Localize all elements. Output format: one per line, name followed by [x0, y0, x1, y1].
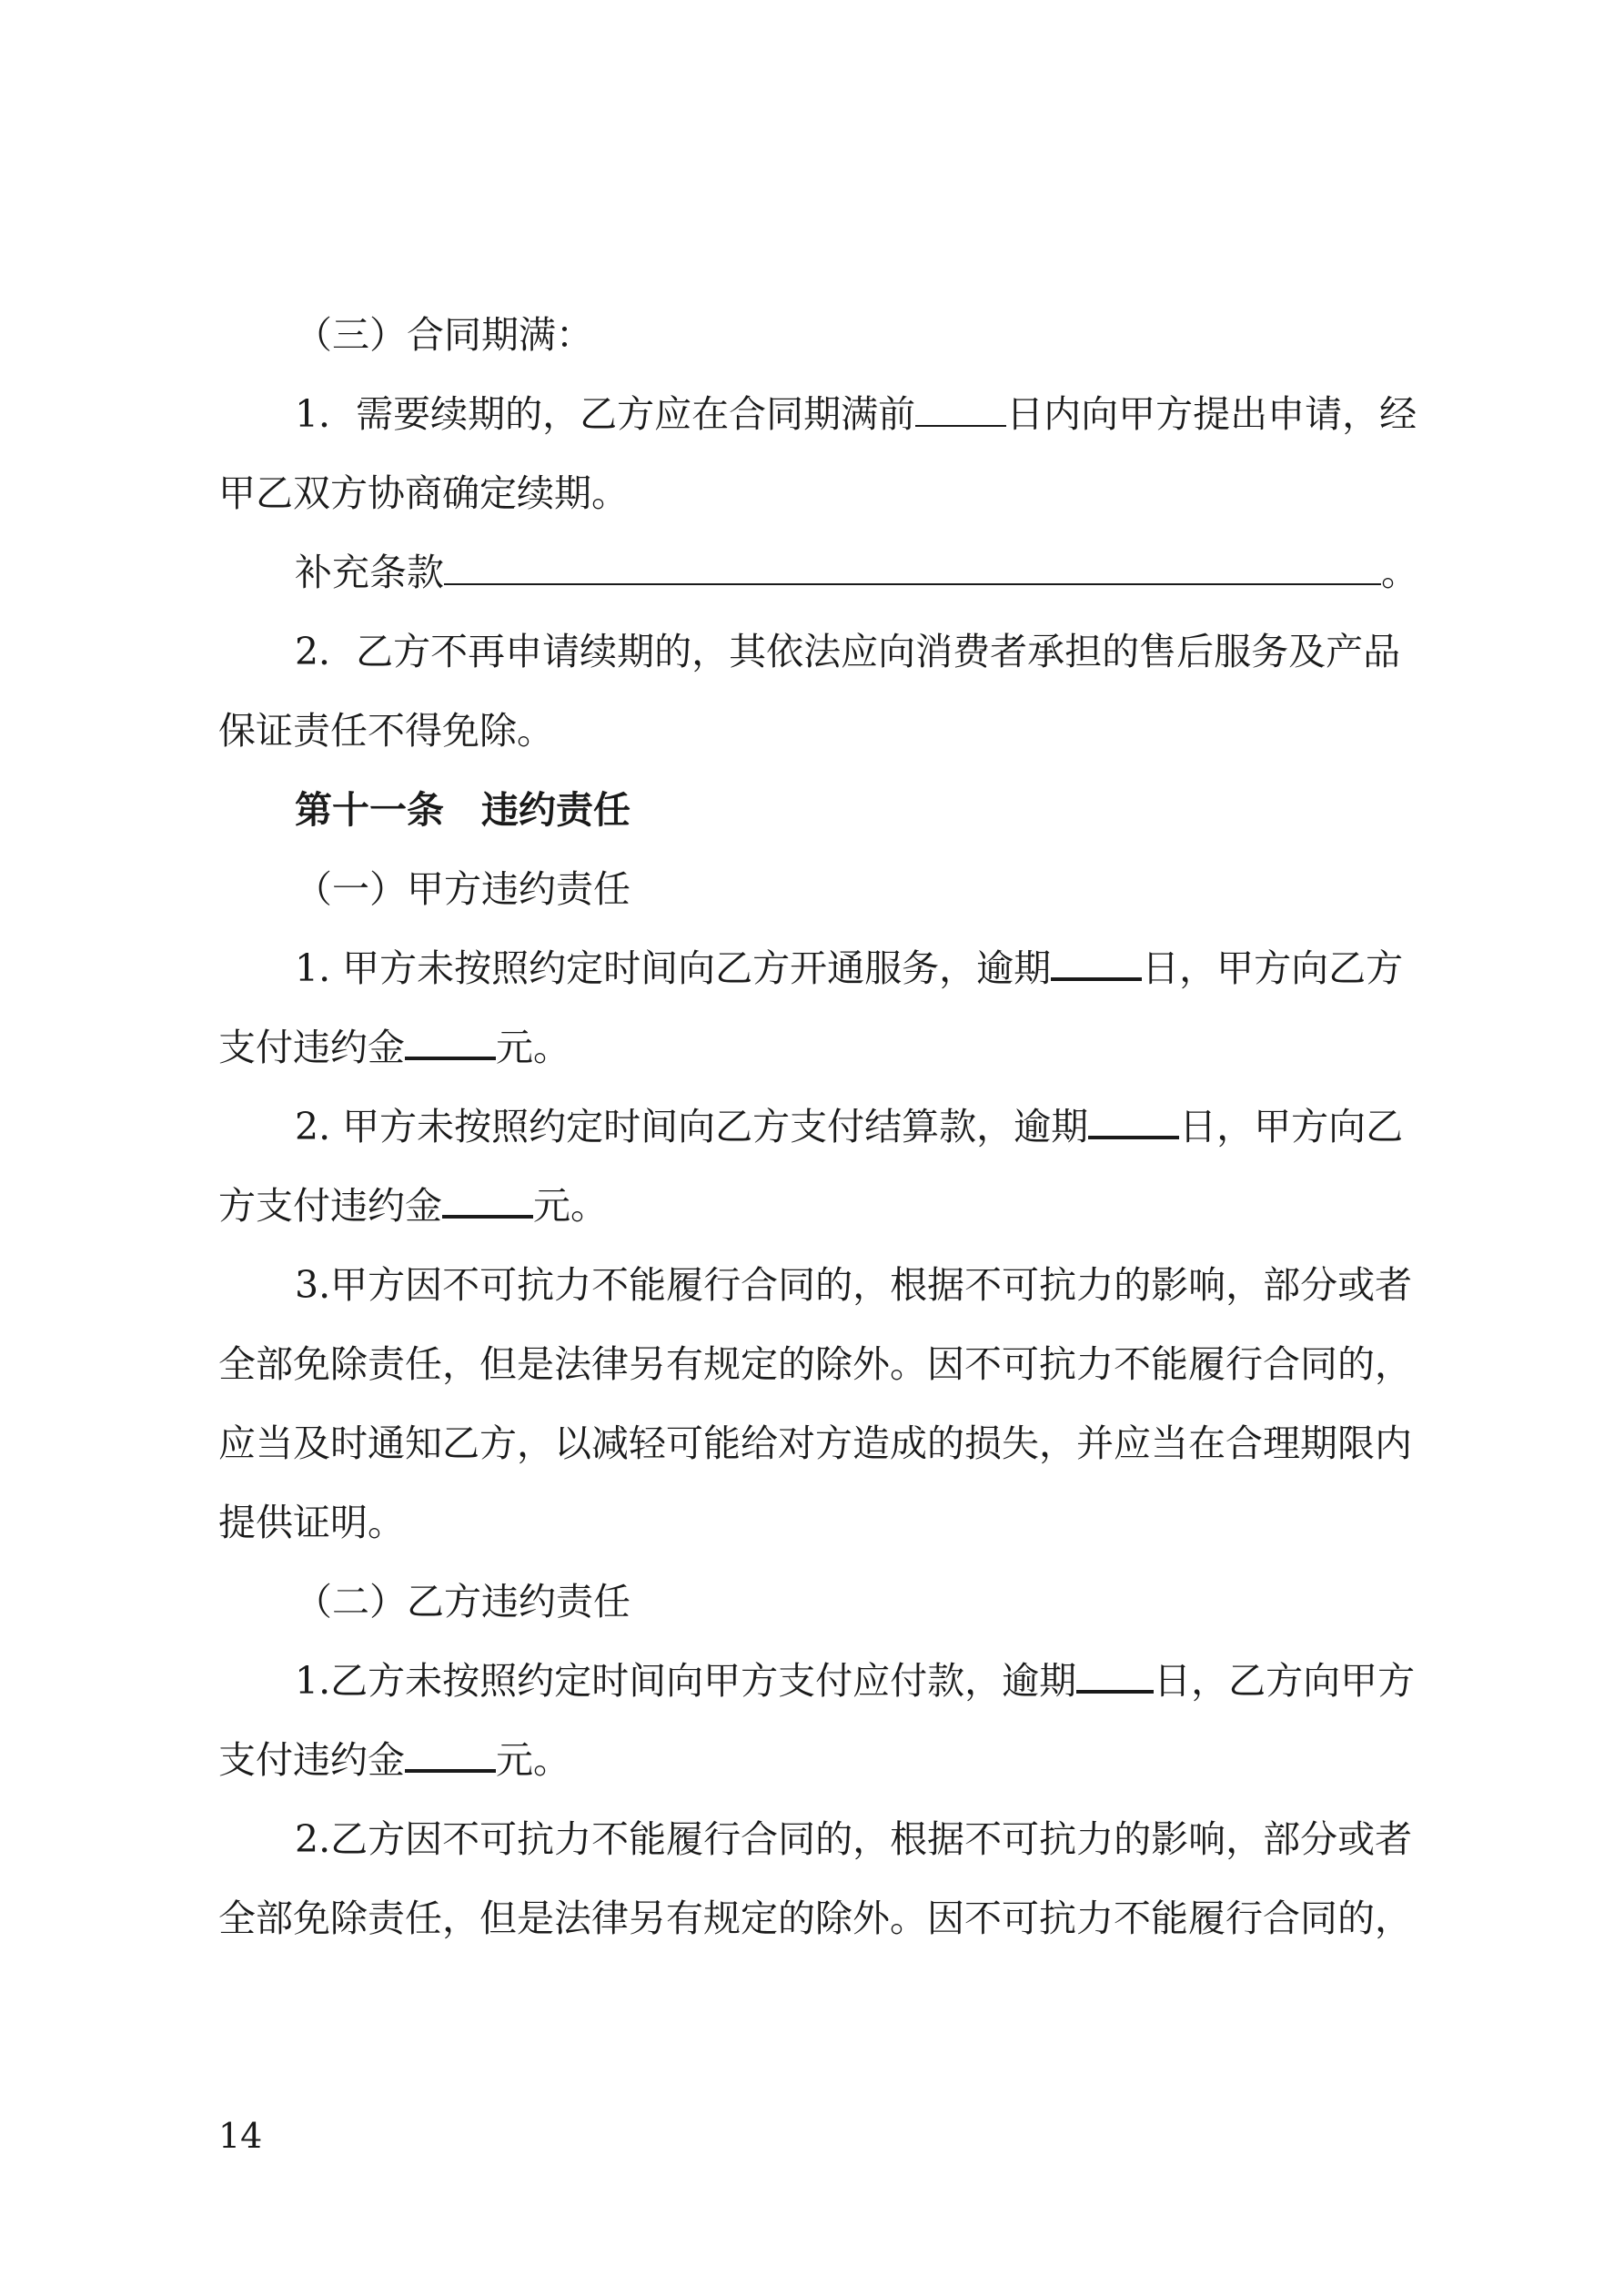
clause-text-line: 全部免除责任，但是法律另有规定的除外。因不可抗力不能履行合同的， [218, 1342, 1412, 1386]
clause-text: 元。 [496, 1738, 570, 1782]
clause-line [218, 1737, 570, 1783]
blank-amount-field[interactable] [405, 1026, 496, 1060]
clause-text: 支付违约金 [218, 1026, 405, 1069]
clause-text: 日，乙方向甲方 [1154, 1659, 1416, 1703]
clause-line [218, 1183, 608, 1229]
clause-text: 1. 甲方未按照约定时间向乙方开通服务，逾期 [295, 946, 1052, 990]
blank-amount-field[interactable] [442, 1184, 533, 1219]
clause-text-line: 3.甲方因不可抗力不能履行合同的，根据不可抗力的影响，部分或者 [295, 1263, 1413, 1307]
subsection-heading-contract-expiry: （三）合同期满： [295, 313, 593, 357]
clause-text-line: 应当及时通知乙方，以减轻可能给对方造成的损失，并应当在合理期限内 [218, 1421, 1412, 1465]
supplementary-clause-label: 补充条款 [295, 551, 444, 594]
clause-text-line: 甲乙双方协商确定续期。 [218, 471, 629, 515]
blank-amount-field[interactable] [405, 1738, 496, 1773]
clause-text: 。 [1381, 551, 1418, 594]
page-number: 14 [218, 2116, 263, 2156]
clause-line [218, 1025, 570, 1070]
clause-text-line: 全部免除责任，但是法律另有规定的除外。因不可抗力不能履行合同的， [218, 1896, 1412, 1940]
clause-text-line: 提供证明。 [218, 1501, 405, 1544]
blank-days-field[interactable] [1051, 946, 1142, 981]
clause-renewal-line [295, 391, 1417, 437]
blank-days-field[interactable] [1088, 1105, 1179, 1139]
blank-days-field[interactable] [915, 394, 1006, 427]
clause-text: 2. 甲方未按照约定时间向乙方支付结算款，逾期 [295, 1105, 1089, 1148]
subsection-heading-party-b: （二）乙方违约责任 [295, 1580, 630, 1623]
clause-text: 元。 [533, 1184, 608, 1228]
clause-text: 日，甲方向乙 [1179, 1105, 1404, 1148]
clause-text: 日内向甲方提出申请，经 [1006, 392, 1417, 436]
clause-line [295, 946, 1403, 991]
clause-text: 元。 [496, 1026, 570, 1069]
clause-text: 1.乙方未按照约定时间向甲方支付应付款，逾期 [295, 1659, 1077, 1703]
clause-text: 方支付违约金 [218, 1184, 442, 1228]
clause-text: 支付违约金 [218, 1738, 405, 1782]
blank-supplementary-field[interactable] [444, 552, 1381, 585]
clause-text-line: 2．乙方不再申请续期的，其依法应向消费者承担的售后服务及产品 [295, 630, 1401, 673]
subsection-heading-party-a: （一）甲方违约责任 [295, 867, 630, 911]
clause-text-line: 保证责任不得免除。 [218, 709, 554, 753]
clause-text: 日，甲方向乙方 [1142, 946, 1404, 990]
clause-line [295, 1104, 1403, 1149]
supplementary-clause-line [295, 550, 1418, 595]
article-heading: 第十一条 违约责任 [295, 788, 630, 832]
clause-text: 1．需要续期的，乙方应在合同期满前 [295, 392, 916, 436]
clause-line [295, 1658, 1415, 1704]
clause-text-line: 2.乙方因不可抗力不能履行合同的，根据不可抗力的影响，部分或者 [295, 1817, 1413, 1861]
blank-days-field[interactable] [1076, 1659, 1154, 1694]
